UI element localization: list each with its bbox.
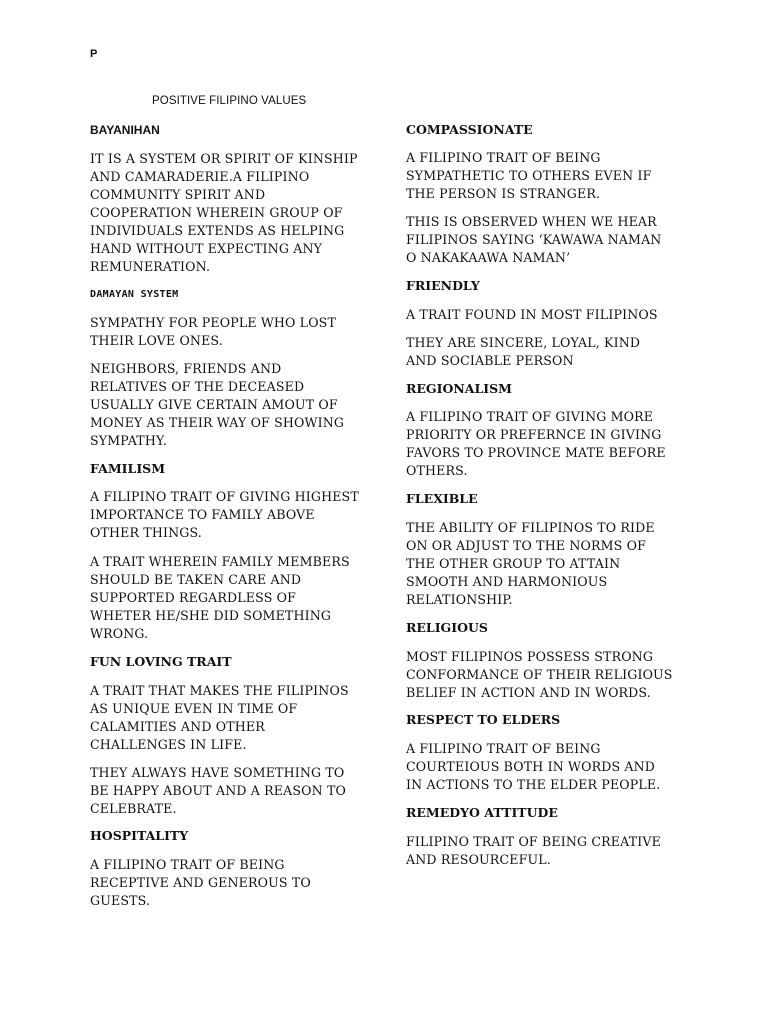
bayanihan-paragraph-1: IT IS A SYSTEM OR SPIRIT OF KINSHIP AND CAMARADERIE.A FILIPINO COMMUNITY SPIRIT AND COOPERATION WHEREIN GROUP OF INDIVIDUALS EXTENDS AS HELPING HAND WITHOUT EXPECTING ANY REMUNERATION. <box>90 151 358 274</box>
section-heading-bayanihan: BAYANIHAN <box>90 123 160 137</box>
friendly-paragraph-2: THEY ARE SINCERE, LOYAL, KIND AND SOCIABLE PERSON <box>406 335 641 368</box>
section-heading-regionalism: REGIONALISM <box>406 381 512 396</box>
religious-paragraph-1: MOST FILIPINOS POSSESS STRONG CONFORMANCE OF THEIR RELIGIOUS BELIEF IN ACTION AND IN WORDS. <box>406 649 673 700</box>
remedyo-paragraph-1: FILIPINO TRAIT OF BEING CREATIVE AND RESOURCEFUL. <box>406 834 661 867</box>
section-heading-religious: RELIGIOUS <box>406 620 488 635</box>
damayan-paragraph-1: SYMPATHY FOR PEOPLE WHO LOST THEIR LOVE ONES. <box>90 315 337 348</box>
regionalism-paragraph-1: A FILIPINO TRAIT OF GIVING MORE PRIORITY OR PREFERNCE IN GIVING FAVORS TO PROVINCE MATE BEFORE OTHERS. <box>406 409 666 478</box>
section-heading-fun-loving-trait: FUN LOVING TRAIT <box>90 654 232 669</box>
compassionate-paragraph-2: THIS IS OBSERVED WHEN WE HEAR FILIPINOS SAYING ‘KAWAWA NAMAN O NAKAKAAWA NAMAN’ <box>406 214 662 265</box>
respect-paragraph-1: A FILIPINO TRAIT OF BEING COURTEIOUS BOTH IN WORDS AND IN ACTIONS TO THE ELDER PEOPLE. <box>406 741 661 792</box>
section-heading-familism: FAMILISM <box>90 461 166 476</box>
fun-loving-paragraph-1: A TRAIT THAT MAKES THE FILIPINOS AS UNIQUE EVEN IN TIME OF CALAMITIES AND OTHER CHALLENGES IN LIFE. <box>90 683 349 752</box>
friendly-paragraph-1: A TRAIT FOUND IN MOST FILIPINOS <box>406 307 658 322</box>
page-mark: P <box>90 48 98 60</box>
section-heading-remedyo-attitude: REMEDYO ATTITUDE <box>406 805 558 820</box>
document-title: POSITIVE FILIPINO VALUES <box>152 95 307 107</box>
section-heading-friendly: FRIENDLY <box>406 278 480 293</box>
familism-paragraph-2: A TRAIT WHEREIN FAMILY MEMBERS SHOULD BE TAKEN CARE AND SUPPORTED REGARDLESS OF WHETER HE/SHE DID SOMETHING WRONG. <box>90 554 350 641</box>
section-heading-respect-to-elders: RESPECT TO ELDERS <box>406 712 561 727</box>
flexible-paragraph-1: THE ABILITY OF FILIPINOS TO RIDE ON OR ADJUST TO THE NORMS OF THE OTHER GROUP TO ATTAIN SMOOTH AND HARMONIOUS RELATIONSHIP. <box>406 520 655 607</box>
section-heading-compassionate: COMPASSIONATE <box>406 122 533 137</box>
hospitality-paragraph-1: A FILIPINO TRAIT OF BEING RECEPTIVE AND GENEROUS TO GUESTS. <box>90 857 311 908</box>
section-heading-damayan-system: DAMAYAN SYSTEM <box>90 289 179 300</box>
familism-paragraph-1: A FILIPINO TRAIT OF GIVING HIGHEST IMPORTANCE TO FAMILY ABOVE OTHER THINGS. <box>90 489 359 540</box>
compassionate-paragraph-1: A FILIPINO TRAIT OF BEING SYMPATHETIC TO OTHERS EVEN IF THE PERSON IS STRANGER. <box>406 150 652 201</box>
fun-loving-paragraph-2: THEY ALWAYS HAVE SOMETHING TO BE HAPPY ABOUT AND A REASON TO CELEBRATE. <box>90 765 346 816</box>
section-heading-hospitality: HOSPITALITY <box>90 828 189 843</box>
section-heading-flexible: FLEXIBLE <box>406 491 478 506</box>
damayan-paragraph-2: NEIGHBORS, FRIENDS AND RELATIVES OF THE DECEASED USUALLY GIVE CERTAIN AMOUT OF MONEY AS THEIR WAY OF SHOWING SYMPATHY. <box>90 361 345 448</box>
